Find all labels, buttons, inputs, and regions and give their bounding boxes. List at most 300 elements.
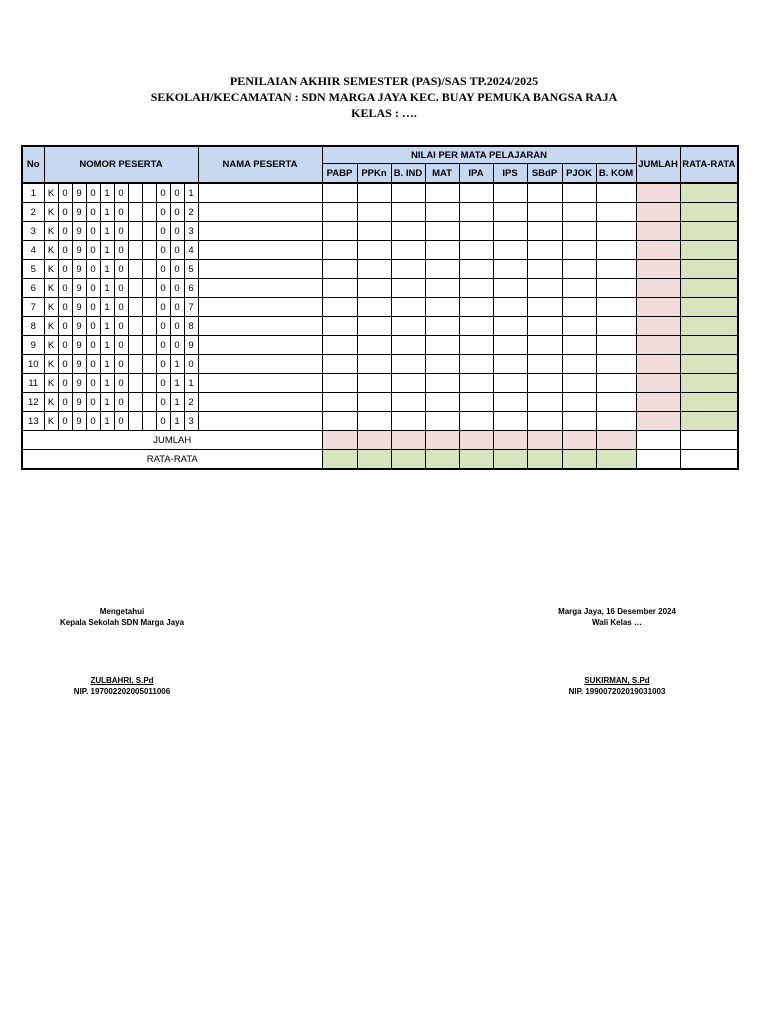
nomor-digit-cell[interactable] [142, 374, 156, 393]
nilai-cell[interactable] [425, 183, 459, 203]
nomor-digit-cell[interactable]: K [44, 412, 58, 431]
nomor-digit-cell[interactable]: K [44, 374, 58, 393]
nomor-digit-cell[interactable]: 3 [184, 412, 198, 431]
nomor-digit-cell[interactable]: 1 [100, 260, 114, 279]
rata-rata-cell[interactable] [680, 374, 738, 393]
nomor-digit-cell[interactable] [128, 279, 142, 298]
nilai-cell[interactable] [459, 393, 493, 412]
nilai-cell[interactable] [596, 374, 636, 393]
nama-peserta-cell[interactable] [198, 203, 322, 222]
nilai-cell[interactable] [562, 203, 596, 222]
jumlah-cell[interactable] [636, 183, 680, 203]
footer-rata-row-jumlah-cell[interactable] [636, 450, 680, 470]
nilai-cell[interactable] [459, 355, 493, 374]
nomor-digit-cell[interactable]: 9 [72, 393, 86, 412]
nomor-digit-cell[interactable]: 8 [184, 317, 198, 336]
nilai-cell[interactable] [391, 374, 425, 393]
nilai-cell[interactable] [391, 260, 425, 279]
nilai-cell[interactable] [425, 336, 459, 355]
nomor-digit-cell[interactable]: 3 [184, 222, 198, 241]
nilai-cell[interactable] [459, 183, 493, 203]
nilai-cell[interactable] [562, 241, 596, 260]
nomor-digit-cell[interactable]: 9 [72, 336, 86, 355]
nilai-cell[interactable] [391, 412, 425, 431]
nilai-cell[interactable] [391, 241, 425, 260]
nilai-cell[interactable] [459, 317, 493, 336]
footer-jumlah-row-subject-cell[interactable] [493, 431, 527, 450]
nomor-digit-cell[interactable]: 0 [156, 374, 170, 393]
nilai-cell[interactable] [596, 355, 636, 374]
nomor-digit-cell[interactable]: 0 [58, 241, 72, 260]
footer-rata-row-subject-cell[interactable] [357, 450, 391, 470]
nilai-cell[interactable] [493, 203, 527, 222]
nomor-digit-cell[interactable]: 0 [58, 183, 72, 203]
footer-rata-row-subject-cell[interactable] [562, 450, 596, 470]
nilai-cell[interactable] [357, 222, 391, 241]
nilai-cell[interactable] [391, 203, 425, 222]
nomor-digit-cell[interactable]: 0 [114, 393, 128, 412]
nilai-cell[interactable] [425, 241, 459, 260]
footer-rata-row-subject-cell[interactable] [596, 450, 636, 470]
nilai-cell[interactable] [527, 279, 562, 298]
nilai-cell[interactable] [357, 412, 391, 431]
nilai-cell[interactable] [425, 298, 459, 317]
jumlah-cell[interactable] [636, 222, 680, 241]
nilai-cell[interactable] [493, 355, 527, 374]
nilai-cell[interactable] [322, 298, 357, 317]
nomor-digit-cell[interactable]: 0 [58, 260, 72, 279]
rata-rata-cell[interactable] [680, 241, 738, 260]
nilai-cell[interactable] [562, 222, 596, 241]
nomor-digit-cell[interactable]: 0 [58, 279, 72, 298]
footer-jumlah-row-subject-cell[interactable] [391, 431, 425, 450]
nomor-digit-cell[interactable]: K [44, 393, 58, 412]
nilai-cell[interactable] [391, 355, 425, 374]
nilai-cell[interactable] [322, 355, 357, 374]
nomor-digit-cell[interactable] [142, 222, 156, 241]
nilai-cell[interactable] [596, 260, 636, 279]
footer-rata-row-rata-cell[interactable] [680, 450, 738, 470]
nilai-cell[interactable] [527, 317, 562, 336]
nomor-digit-cell[interactable]: 0 [86, 393, 100, 412]
footer-rata-row-subject-cell[interactable] [493, 450, 527, 470]
nomor-digit-cell[interactable] [128, 317, 142, 336]
nomor-digit-cell[interactable]: 2 [184, 393, 198, 412]
nilai-cell[interactable] [493, 336, 527, 355]
jumlah-cell[interactable] [636, 241, 680, 260]
jumlah-cell[interactable] [636, 374, 680, 393]
nomor-digit-cell[interactable]: K [44, 336, 58, 355]
nilai-cell[interactable] [459, 412, 493, 431]
rata-rata-cell[interactable] [680, 393, 738, 412]
nilai-cell[interactable] [357, 298, 391, 317]
jumlah-cell[interactable] [636, 317, 680, 336]
nomor-digit-cell[interactable]: 0 [58, 374, 72, 393]
nama-peserta-cell[interactable] [198, 317, 322, 336]
nilai-cell[interactable] [391, 298, 425, 317]
nilai-cell[interactable] [322, 260, 357, 279]
nomor-digit-cell[interactable]: 0 [86, 298, 100, 317]
nomor-digit-cell[interactable]: 0 [114, 279, 128, 298]
nomor-digit-cell[interactable]: 0 [156, 317, 170, 336]
nilai-cell[interactable] [391, 336, 425, 355]
nomor-digit-cell[interactable] [142, 241, 156, 260]
nilai-cell[interactable] [391, 317, 425, 336]
nomor-digit-cell[interactable] [142, 260, 156, 279]
footer-jumlah-row-subject-cell[interactable] [596, 431, 636, 450]
nama-peserta-cell[interactable] [198, 393, 322, 412]
nilai-cell[interactable] [459, 260, 493, 279]
nomor-digit-cell[interactable]: 9 [72, 203, 86, 222]
nomor-digit-cell[interactable]: K [44, 317, 58, 336]
nomor-digit-cell[interactable]: 0 [86, 317, 100, 336]
nomor-digit-cell[interactable]: 0 [156, 336, 170, 355]
nilai-cell[interactable] [391, 279, 425, 298]
nomor-digit-cell[interactable]: 1 [100, 412, 114, 431]
nomor-digit-cell[interactable]: 9 [72, 298, 86, 317]
nama-peserta-cell[interactable] [198, 222, 322, 241]
nomor-digit-cell[interactable]: 0 [58, 317, 72, 336]
nilai-cell[interactable] [357, 355, 391, 374]
nomor-digit-cell[interactable]: 1 [170, 355, 184, 374]
nilai-cell[interactable] [322, 374, 357, 393]
jumlah-cell[interactable] [636, 393, 680, 412]
nilai-cell[interactable] [596, 222, 636, 241]
nomor-digit-cell[interactable]: K [44, 203, 58, 222]
nilai-cell[interactable] [459, 241, 493, 260]
nomor-digit-cell[interactable]: 0 [184, 355, 198, 374]
nomor-digit-cell[interactable]: 1 [100, 317, 114, 336]
nilai-cell[interactable] [357, 317, 391, 336]
nilai-cell[interactable] [322, 203, 357, 222]
nomor-digit-cell[interactable]: K [44, 183, 58, 203]
nomor-digit-cell[interactable]: 0 [156, 183, 170, 203]
nilai-cell[interactable] [562, 260, 596, 279]
nilai-cell[interactable] [425, 203, 459, 222]
nomor-digit-cell[interactable]: 0 [86, 412, 100, 431]
nama-peserta-cell[interactable] [198, 336, 322, 355]
nomor-digit-cell[interactable]: 9 [72, 222, 86, 241]
footer-jumlah-row-subject-cell[interactable] [562, 431, 596, 450]
nomor-digit-cell[interactable] [142, 298, 156, 317]
nilai-cell[interactable] [322, 393, 357, 412]
nilai-cell[interactable] [425, 260, 459, 279]
nilai-cell[interactable] [357, 183, 391, 203]
nomor-digit-cell[interactable]: 9 [72, 260, 86, 279]
nilai-cell[interactable] [596, 241, 636, 260]
jumlah-cell[interactable] [636, 355, 680, 374]
nomor-digit-cell[interactable]: 1 [100, 241, 114, 260]
jumlah-cell[interactable] [636, 279, 680, 298]
nilai-cell[interactable] [596, 336, 636, 355]
nilai-cell[interactable] [459, 222, 493, 241]
nilai-cell[interactable] [527, 336, 562, 355]
nomor-digit-cell[interactable]: 0 [86, 279, 100, 298]
nilai-cell[interactable] [357, 279, 391, 298]
nomor-digit-cell[interactable]: 1 [100, 203, 114, 222]
nomor-digit-cell[interactable]: 0 [170, 203, 184, 222]
nomor-digit-cell[interactable]: 0 [114, 183, 128, 203]
nomor-digit-cell[interactable]: 0 [170, 336, 184, 355]
nomor-digit-cell[interactable]: 0 [58, 355, 72, 374]
nilai-cell[interactable] [493, 279, 527, 298]
nomor-digit-cell[interactable]: 1 [170, 393, 184, 412]
nilai-cell[interactable] [493, 260, 527, 279]
nomor-digit-cell[interactable]: 9 [72, 241, 86, 260]
nama-peserta-cell[interactable] [198, 183, 322, 203]
nomor-digit-cell[interactable] [128, 374, 142, 393]
nilai-cell[interactable] [562, 412, 596, 431]
nomor-digit-cell[interactable]: 0 [170, 222, 184, 241]
nomor-digit-cell[interactable] [142, 317, 156, 336]
nama-peserta-cell[interactable] [198, 298, 322, 317]
nomor-digit-cell[interactable]: K [44, 298, 58, 317]
nilai-cell[interactable] [562, 336, 596, 355]
nomor-digit-cell[interactable]: 1 [100, 183, 114, 203]
nilai-cell[interactable] [596, 279, 636, 298]
nomor-digit-cell[interactable]: 9 [72, 355, 86, 374]
nomor-digit-cell[interactable] [142, 393, 156, 412]
nilai-cell[interactable] [596, 203, 636, 222]
nomor-digit-cell[interactable]: K [44, 279, 58, 298]
nomor-digit-cell[interactable]: 0 [170, 298, 184, 317]
nomor-digit-cell[interactable] [142, 203, 156, 222]
rata-rata-cell[interactable] [680, 183, 738, 203]
nilai-cell[interactable] [527, 298, 562, 317]
footer-jumlah-row-rata-cell[interactable] [680, 431, 738, 450]
nomor-digit-cell[interactable]: 0 [156, 241, 170, 260]
nomor-digit-cell[interactable]: 5 [184, 260, 198, 279]
nomor-digit-cell[interactable]: 1 [100, 279, 114, 298]
nomor-digit-cell[interactable] [128, 412, 142, 431]
nilai-cell[interactable] [493, 393, 527, 412]
nomor-digit-cell[interactable] [142, 279, 156, 298]
nomor-digit-cell[interactable] [128, 260, 142, 279]
nilai-cell[interactable] [459, 203, 493, 222]
nomor-digit-cell[interactable]: 0 [156, 298, 170, 317]
nomor-digit-cell[interactable] [128, 355, 142, 374]
nilai-cell[interactable] [527, 183, 562, 203]
nomor-digit-cell[interactable] [142, 183, 156, 203]
nomor-digit-cell[interactable] [128, 241, 142, 260]
nomor-digit-cell[interactable]: K [44, 355, 58, 374]
nilai-cell[interactable] [425, 393, 459, 412]
nilai-cell[interactable] [527, 412, 562, 431]
nomor-digit-cell[interactable]: 2 [184, 203, 198, 222]
nomor-digit-cell[interactable] [128, 203, 142, 222]
nomor-digit-cell[interactable] [142, 355, 156, 374]
nomor-digit-cell[interactable]: 4 [184, 241, 198, 260]
nomor-digit-cell[interactable]: 0 [156, 222, 170, 241]
nilai-cell[interactable] [596, 412, 636, 431]
nomor-digit-cell[interactable]: 9 [72, 183, 86, 203]
nilai-cell[interactable] [322, 241, 357, 260]
nomor-digit-cell[interactable]: 9 [72, 374, 86, 393]
rata-rata-cell[interactable] [680, 222, 738, 241]
nomor-digit-cell[interactable]: 1 [100, 336, 114, 355]
nilai-cell[interactable] [527, 355, 562, 374]
nilai-cell[interactable] [493, 298, 527, 317]
jumlah-cell[interactable] [636, 336, 680, 355]
nomor-digit-cell[interactable]: 0 [58, 393, 72, 412]
nilai-cell[interactable] [425, 412, 459, 431]
nomor-digit-cell[interactable]: 0 [156, 203, 170, 222]
nilai-cell[interactable] [322, 222, 357, 241]
footer-jumlah-row-subject-cell[interactable] [357, 431, 391, 450]
nilai-cell[interactable] [391, 393, 425, 412]
nomor-digit-cell[interactable]: 0 [114, 260, 128, 279]
nilai-cell[interactable] [459, 374, 493, 393]
rata-rata-cell[interactable] [680, 336, 738, 355]
nilai-cell[interactable] [596, 298, 636, 317]
nomor-digit-cell[interactable] [128, 298, 142, 317]
nilai-cell[interactable] [357, 203, 391, 222]
nilai-cell[interactable] [322, 279, 357, 298]
nomor-digit-cell[interactable]: 0 [86, 374, 100, 393]
nilai-cell[interactable] [562, 317, 596, 336]
nama-peserta-cell[interactable] [198, 279, 322, 298]
rata-rata-cell[interactable] [680, 260, 738, 279]
nomor-digit-cell[interactable]: 9 [72, 412, 86, 431]
nomor-digit-cell[interactable]: 6 [184, 279, 198, 298]
nomor-digit-cell[interactable]: 0 [114, 355, 128, 374]
nomor-digit-cell[interactable]: 0 [86, 355, 100, 374]
nomor-digit-cell[interactable]: K [44, 260, 58, 279]
nomor-digit-cell[interactable] [142, 412, 156, 431]
nomor-digit-cell[interactable]: 0 [58, 412, 72, 431]
rata-rata-cell[interactable] [680, 317, 738, 336]
rata-rata-cell[interactable] [680, 298, 738, 317]
nama-peserta-cell[interactable] [198, 374, 322, 393]
nomor-digit-cell[interactable]: 0 [114, 374, 128, 393]
nomor-digit-cell[interactable]: 0 [86, 222, 100, 241]
nomor-digit-cell[interactable]: 1 [100, 298, 114, 317]
nilai-cell[interactable] [425, 374, 459, 393]
nomor-digit-cell[interactable]: 0 [114, 317, 128, 336]
nomor-digit-cell[interactable]: 0 [170, 260, 184, 279]
nilai-cell[interactable] [493, 222, 527, 241]
nilai-cell[interactable] [527, 222, 562, 241]
nomor-digit-cell[interactable] [128, 393, 142, 412]
nomor-digit-cell[interactable]: 0 [86, 336, 100, 355]
nilai-cell[interactable] [357, 374, 391, 393]
nilai-cell[interactable] [527, 393, 562, 412]
nomor-digit-cell[interactable]: 0 [156, 393, 170, 412]
nomor-digit-cell[interactable]: 0 [86, 260, 100, 279]
nilai-cell[interactable] [425, 355, 459, 374]
nomor-digit-cell[interactable]: 9 [72, 317, 86, 336]
nilai-cell[interactable] [562, 393, 596, 412]
nilai-cell[interactable] [562, 279, 596, 298]
nilai-cell[interactable] [562, 183, 596, 203]
nilai-cell[interactable] [425, 317, 459, 336]
rata-rata-cell[interactable] [680, 279, 738, 298]
nilai-cell[interactable] [596, 393, 636, 412]
nomor-digit-cell[interactable]: 0 [156, 412, 170, 431]
nilai-cell[interactable] [459, 279, 493, 298]
rata-rata-cell[interactable] [680, 203, 738, 222]
nomor-digit-cell[interactable] [128, 183, 142, 203]
footer-jumlah-row-jumlah-cell[interactable] [636, 431, 680, 450]
nomor-digit-cell[interactable]: 1 [100, 374, 114, 393]
nomor-digit-cell[interactable]: 0 [170, 241, 184, 260]
nomor-digit-cell[interactable]: 0 [86, 203, 100, 222]
footer-rata-row-subject-cell[interactable] [459, 450, 493, 470]
nilai-cell[interactable] [493, 317, 527, 336]
nomor-digit-cell[interactable]: 0 [156, 260, 170, 279]
nomor-digit-cell[interactable]: K [44, 241, 58, 260]
footer-jumlah-row-subject-cell[interactable] [322, 431, 357, 450]
nilai-cell[interactable] [357, 336, 391, 355]
footer-jumlah-row-subject-cell[interactable] [459, 431, 493, 450]
jumlah-cell[interactable] [636, 203, 680, 222]
nomor-digit-cell[interactable]: 1 [184, 183, 198, 203]
nilai-cell[interactable] [459, 336, 493, 355]
nilai-cell[interactable] [322, 317, 357, 336]
nomor-digit-cell[interactable]: 0 [170, 279, 184, 298]
nomor-digit-cell[interactable]: 0 [156, 279, 170, 298]
jumlah-cell[interactable] [636, 412, 680, 431]
nilai-cell[interactable] [562, 374, 596, 393]
nilai-cell[interactable] [357, 241, 391, 260]
nilai-cell[interactable] [425, 279, 459, 298]
nama-peserta-cell[interactable] [198, 412, 322, 431]
nomor-digit-cell[interactable] [128, 222, 142, 241]
nilai-cell[interactable] [562, 298, 596, 317]
nama-peserta-cell[interactable] [198, 355, 322, 374]
nilai-cell[interactable] [596, 317, 636, 336]
footer-jumlah-row-subject-cell[interactable] [425, 431, 459, 450]
footer-rata-row-subject-cell[interactable] [527, 450, 562, 470]
nomor-digit-cell[interactable]: 0 [114, 336, 128, 355]
jumlah-cell[interactable] [636, 260, 680, 279]
nomor-digit-cell[interactable]: 0 [58, 336, 72, 355]
nilai-cell[interactable] [596, 183, 636, 203]
nilai-cell[interactable] [391, 222, 425, 241]
rata-rata-cell[interactable] [680, 412, 738, 431]
nomor-digit-cell[interactable]: 0 [114, 412, 128, 431]
footer-rata-row-subject-cell[interactable] [322, 450, 357, 470]
footer-rata-row-subject-cell[interactable] [425, 450, 459, 470]
nilai-cell[interactable] [527, 374, 562, 393]
nomor-digit-cell[interactable] [128, 336, 142, 355]
nomor-digit-cell[interactable] [142, 336, 156, 355]
nomor-digit-cell[interactable]: 1 [100, 355, 114, 374]
nomor-digit-cell[interactable]: 0 [156, 355, 170, 374]
jumlah-cell[interactable] [636, 298, 680, 317]
nilai-cell[interactable] [527, 241, 562, 260]
nomor-digit-cell[interactable]: 9 [72, 279, 86, 298]
nilai-cell[interactable] [425, 222, 459, 241]
nomor-digit-cell[interactable]: 7 [184, 298, 198, 317]
nomor-digit-cell[interactable]: 0 [58, 222, 72, 241]
nilai-cell[interactable] [493, 374, 527, 393]
nomor-digit-cell[interactable]: 1 [170, 412, 184, 431]
nomor-digit-cell[interactable]: 0 [86, 183, 100, 203]
nilai-cell[interactable] [357, 393, 391, 412]
nomor-digit-cell[interactable]: 0 [170, 183, 184, 203]
nilai-cell[interactable] [493, 183, 527, 203]
nomor-digit-cell[interactable]: 0 [58, 298, 72, 317]
nomor-digit-cell[interactable]: 0 [86, 241, 100, 260]
nama-peserta-cell[interactable] [198, 241, 322, 260]
nomor-digit-cell[interactable]: 0 [58, 203, 72, 222]
nilai-cell[interactable] [357, 260, 391, 279]
nomor-digit-cell[interactable]: 0 [114, 222, 128, 241]
nilai-cell[interactable] [322, 412, 357, 431]
nomor-digit-cell[interactable]: 1 [100, 222, 114, 241]
rata-rata-cell[interactable] [680, 355, 738, 374]
